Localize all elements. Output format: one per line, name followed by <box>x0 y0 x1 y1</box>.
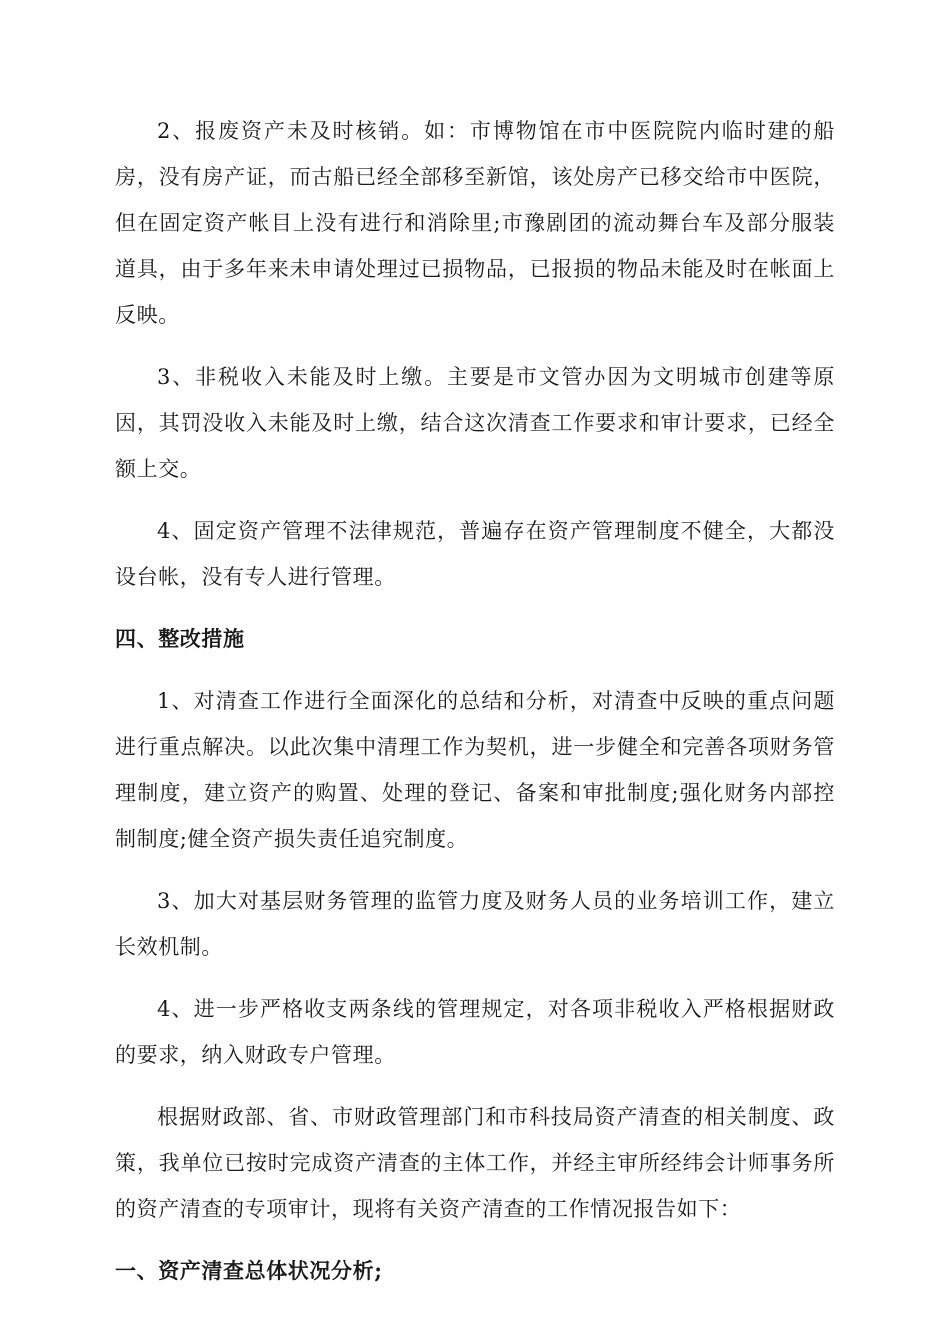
paragraph-measure-summary: 1、对清查工作进行全面深化的总结和分析，对清查中反映的重点问题进行重点解决。以此次集中清理工作为契机，进一步健全和完善各项财务管理制度，建立资产的购置、处理的登记、备案和审批制度;强化财务内部控制制度;健全资产损失责任追究制度。 <box>115 689 835 851</box>
section-heading-rectification: 四、整改措施 <box>115 626 245 651</box>
paragraph-non-tax-revenue: 3、非税收入未能及时上缴。主要是市文管办因为文明城市创建等原因，其罚没收入未能及时上缴，结合这次清查工作要求和审计要求，已经全额上交。 <box>115 365 835 481</box>
section-heading-overall-analysis: 一、资产清查总体状况分析; <box>115 1258 383 1283</box>
document-page <box>115 108 835 1294</box>
paragraph-report-intro: 根据财政部、省、市财政管理部门和市科技局资产清查的相关制度、政策，我单位已按时完成资产清查的主体工作，并经主审所经纬会计师事务所的资产清查的专项审计，现将有关资产清查的工作情况报告如下： <box>115 1105 835 1221</box>
paragraph-measure-supervision: 3、加大对基层财务管理的监管力度及财务人员的业务培训工作，建立长效机制。 <box>115 889 835 959</box>
paragraph-scrapped-assets: 2、报废资产未及时核销。如：市博物馆在市中医院院内临时建的船房，没有房产证，而古船已经全部移至新馆，该处房产已移交给市中医院，但在固定资产帐目上没有进行和消除里;市豫剧团的流动舞台车及部分服装道具，由于多年来未申请处理过已损物品，已报损的物品未能及时在帐面上反映。 <box>115 119 835 327</box>
paragraph-fixed-asset-management: 4、固定资产管理不法律规范，普遍存在资产管理制度不健全，大都没设台帐，没有专人进行管理。 <box>115 519 835 589</box>
paragraph-measure-revenue-rules: 4、进一步严格收支两条线的管理规定，对各项非税收入严格根据财政的要求，纳入财政专户管理。 <box>115 997 835 1067</box>
